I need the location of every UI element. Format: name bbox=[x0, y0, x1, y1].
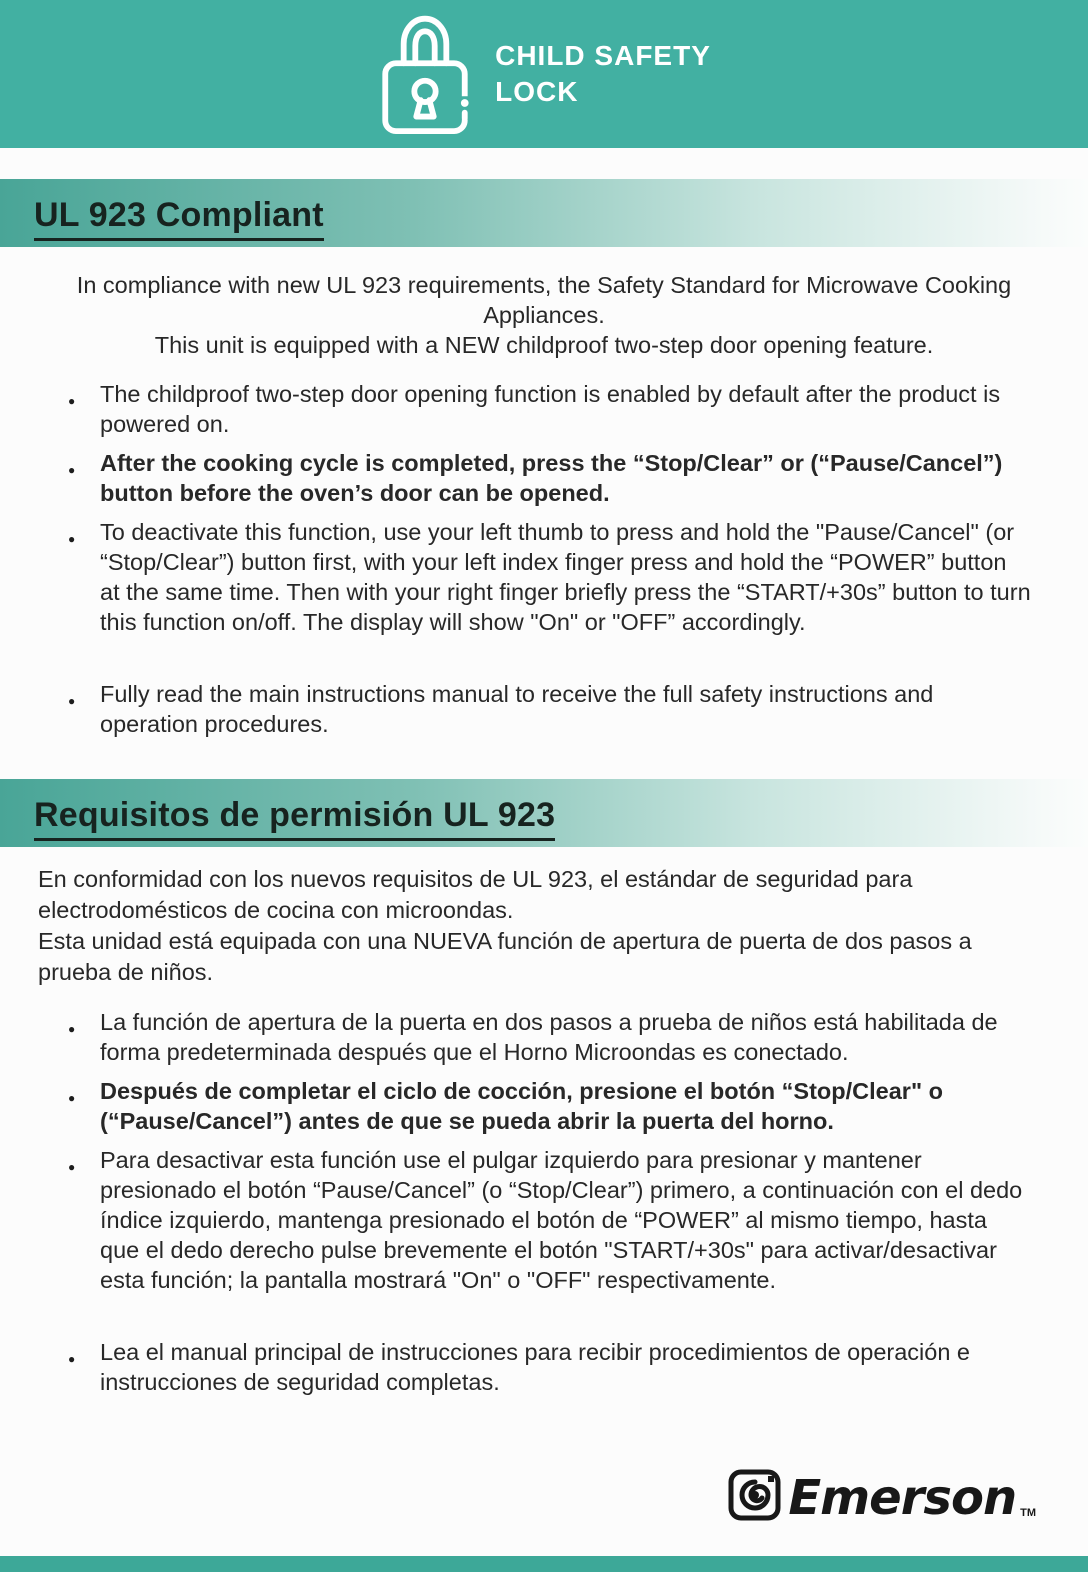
heading-spanish: Requisitos de permisión UL 923 bbox=[34, 796, 555, 841]
english-intro-paragraph-2: This unit is equipped with a NEW childproof two-step door opening feature. bbox=[154, 332, 934, 358]
english-intro-paragraph-1: In compliance with new UL 923 requirements, the Safety Standard for Microwave Cooking Appliances. bbox=[76, 272, 1012, 328]
banner-content bbox=[377, 9, 711, 140]
heading-english: UL 923 Compliant bbox=[34, 196, 324, 241]
child-safety-lock-banner bbox=[0, 0, 1088, 148]
spanish-bullet-1: ● La función de apertura de la puerta en dos pasos a prueba de niños está habilitada de forma predeterminada después que el Horno Microondas es conectado. bbox=[66, 1007, 1032, 1067]
section-english bbox=[0, 179, 1088, 739]
padlock-icon bbox=[377, 9, 473, 140]
banner-title-line2: LOCK bbox=[495, 76, 579, 107]
english-bullet-4: ● Fully read the main instructions manual to receive the full safety instructions and operation procedures. bbox=[66, 679, 1032, 739]
section-spanish bbox=[0, 779, 1088, 1397]
heading-bar-english bbox=[0, 179, 1088, 247]
emerson-swirl-icon bbox=[728, 1468, 782, 1527]
english-bullet-3: ● To deactivate this function, use your left thumb to press and hold the "Pause/Cancel" (or “Stop/Clear”) button first, with your left index finger press and hold the “POWER” button at the same time. Then with your right finger briefly press the “START/+30s” button to turn this function on/off. The display will show "On" or "OFF” accordingly. bbox=[66, 517, 1032, 637]
spanish-bullet-list bbox=[0, 1007, 1088, 1397]
banner-title bbox=[495, 38, 711, 110]
trademark-symbol: TM bbox=[1020, 1507, 1036, 1519]
emerson-wordmark: Emerson bbox=[788, 1469, 1017, 1526]
spanish-bullet-2: ● Después de completar el ciclo de cocción, presione el botón “Stop/Clear" o (“Pause/Cancel”) antes de que se pueda abrir la puerta del horno. bbox=[66, 1076, 1032, 1136]
spanish-bullet-3: ● Para desactivar esta función use el pulgar izquierdo para presionar y mantener presionado el botón “Pause/Cancel” (o “Stop/Clear”) primero, a continuación con el dedo índice izquierdo, mantenga presionado el botón de “POWER” al mismo tiempo, hasta que el dedo derecho pulse brevemente el botón "START/+30s" para activar/desactivar esta función; la pantalla mostrará "On" o "OFF" respectivamente. bbox=[66, 1145, 1032, 1295]
spanish-bullet-4: ● Lea el manual principal de instrucciones para recibir procedimientos de operación e instrucciones de seguridad completas. bbox=[66, 1337, 1032, 1397]
heading-bar-spanish bbox=[0, 779, 1088, 847]
spanish-intro-paragraph-1: En conformidad con los nuevos requisitos de UL 923, el estándar de seguridad para electrodomésticos de cocina con microondas. bbox=[38, 866, 913, 923]
banner-title-line1: CHILD SAFETY bbox=[495, 40, 711, 72]
english-bullet-2: ● After the cooking cycle is completed, press the “Stop/Clear” or (“Pause/Cancel”) button before the oven’s door can be opened. bbox=[66, 448, 1032, 508]
emerson-logo bbox=[728, 1468, 1036, 1527]
english-bullet-1: ● The childproof two-step door opening function is enabled by default after the product is powered on. bbox=[66, 379, 1032, 439]
bottom-bar bbox=[0, 1556, 1088, 1572]
spanish-intro-paragraph-2: Esta unidad está equipada con una NUEVA función de apertura de puerta de dos pasos a prueba de niños. bbox=[38, 928, 972, 985]
english-bullet-list bbox=[0, 379, 1088, 739]
